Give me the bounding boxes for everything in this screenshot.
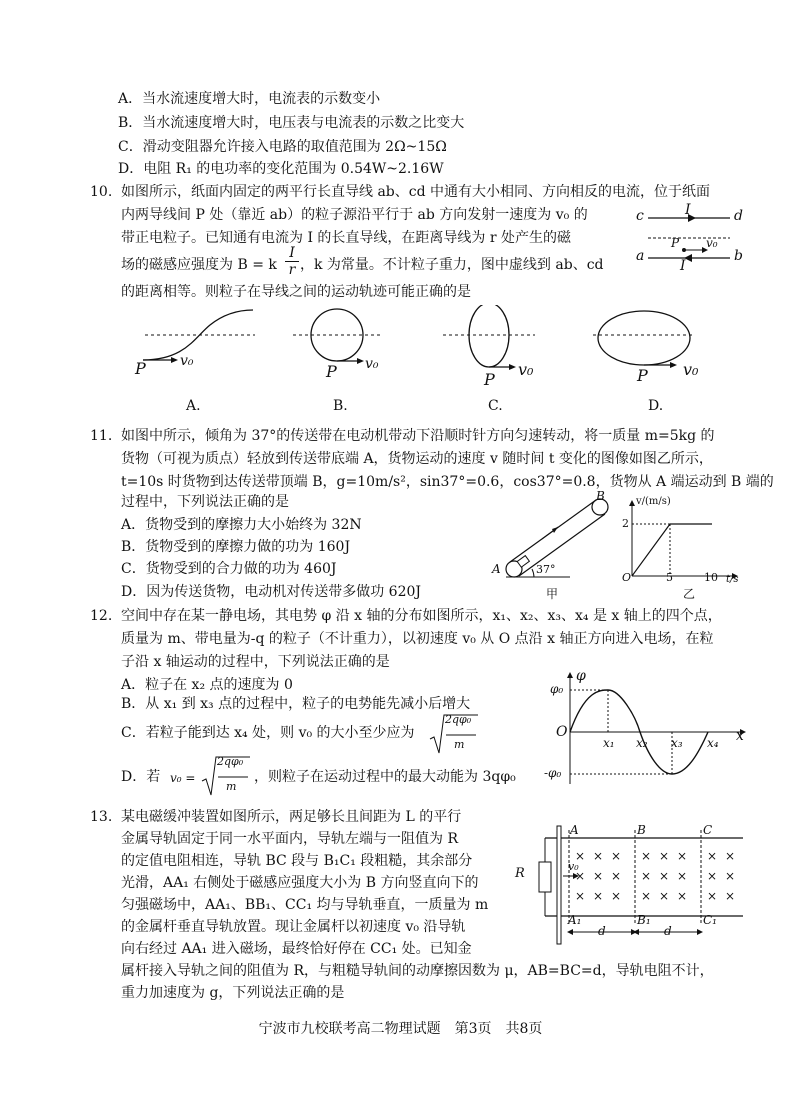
q11-graph-v-label: v/(m/s) [636,496,671,507]
svg-text:×: × [725,889,736,903]
q10c-label-p: P [484,370,495,389]
q13-text-3: 的定值电阻相连，导轨 BC 段与 B₁C₁ 段粗糙，其余部分 [121,853,473,869]
q12-potential-graph [540,670,750,790]
svg-text:×: × [611,849,622,863]
q10-label-d: d [734,208,743,224]
q13-text-2: 金属导轨固定于同一水平面内，导轨左端与一阻值为 R [121,831,458,847]
q10-text-2: 内两导线间 P 处（靠近 ab）的粒子源沿平行于 ab 方向发射一速度为 v₀ 的 [121,207,588,223]
q12-option-a: A．粒子在 x₂ 点的速度为 0 [121,677,293,693]
q10-label-i-top: I [685,202,691,218]
q13-label-b: B [637,823,646,837]
q10-label-b: b [734,248,743,264]
q9-option-d: D．电阻 R₁ 的电功率的变化范围为 0.54W~2.16W [118,161,444,177]
q12-text-1: 空间中存在某一静电场，其电势 φ 沿 x 轴的分布如图所示，x₁、x₂、x₃、x₄ 是 x 轴上的四个点， [121,608,722,624]
q11-option-d: D．因为传送货物，电动机对传送带多做功 620J [121,584,422,600]
q12-d-v0: v₀ = [170,771,196,785]
q10-label-a: a [636,248,645,264]
svg-text:×: × [707,869,718,883]
q11-option-b: B．货物受到的摩擦力做的功为 160J [121,539,351,555]
q10-frac-den: r [285,261,299,278]
q10b-label-v0: v₀ [365,356,379,372]
q10d-label-p: P [637,366,648,385]
svg-text:×: × [575,889,586,903]
q13-label-b1: B₁ [637,913,651,927]
q10-label-i-bottom: I [680,258,686,274]
q13-label-v0: v₀ [568,860,579,873]
q12-d-sqrt-den: m [226,780,237,793]
svg-text:×: × [593,889,604,903]
q10-text-4b: ，k 为常量。不计粒子重力，图中虚线到 ab、cd [300,257,604,273]
q11-text-3: t=10s 时货物到达传送带顶端 B，g=10m/s²，sin37°=0.6，cos37°=0.8，货物从 A 端运动到 B 端的 [121,474,774,490]
page-footer: 宁波市九校联考高二物理试题 第3页 共8页 [258,1021,543,1037]
q12-option-d-suffix: ，则粒子在运动过程中的最大动能为 3qφ₀ [254,769,516,785]
svg-text:×: × [659,849,670,863]
svg-text:×: × [707,849,718,863]
q10c-label-v0: v₀ [518,360,534,379]
q11-conveyor-figure [500,495,620,585]
q13-text-1: 某电磁缓冲装置如图所示，两足够长且间距为 L 的平行 [121,809,462,825]
svg-text:×: × [593,849,604,863]
svg-text:×: × [659,889,670,903]
q12-text-3: 子沿 x 轴运动的过程中，下列说法正确的是 [121,654,390,670]
q13-label-c1: C₁ [703,913,717,927]
q11-number: 11. [90,428,113,444]
svg-text:×: × [611,889,622,903]
q12-text-2: 质量为 m、带电量为-q 的粒子（不计重力），以初速度 v₀ 从 O 点沿 x 轴正方向进入电场，在粒 [121,631,714,647]
q13-text-5: 匀强磁场中，AA₁、BB₁、CC₁ 均与导轨垂直，一质量为 m [121,897,489,913]
q13-text-4: 光滑，AA₁ 右侧处于磁感应强度大小为 B 方向竖直向下的 [121,875,479,891]
q12-d-sqrt-num: 2qφ₀ [217,755,244,768]
q10d-label-v0: v₀ [683,360,699,379]
q10-option-b: B. [333,398,348,414]
q10-text-1: 如图所示，纸面内固定的两平行长直导线 ab、cd 中通有大小相同、方向相反的电流，位于纸面 [121,184,711,200]
q9-option-c: C．滑动变阻器允许接入电路的取值范围为 2Ω~15Ω [118,139,447,155]
svg-text:×: × [575,869,586,883]
svg-text:×: × [659,869,670,883]
q13-text-7: 向右经过 AA₁ 进入磁场，最终恰好停在 CC₁ 处。已知金 [121,941,472,957]
q13-text-6: 的金属杆垂直导轨放置。现让金属杆以初速度 v₀ 沿导轨 [121,919,466,935]
q13-label-c: C [703,823,713,837]
q10b-label-p: P [326,362,337,381]
q12-c-sqrt-num: 2qφ₀ [445,713,472,726]
q13-text-9: 重力加速度为 g，下列说法正确的是 [121,985,345,1001]
q10-fraction [285,245,299,278]
q12-option-c: C．若粒子能到达 x₄ 处，则 v₀ 的大小至少应为 [121,725,415,741]
q12-graph-x1: x₁ [603,736,615,750]
q10-label-v0: v₀ [706,236,718,250]
svg-text:×: × [677,869,688,883]
q13-label-a: A [570,823,579,837]
q10-frac-num: I [289,245,295,261]
q11-option-a: A．货物受到的摩擦力大小始终为 32N [121,517,362,533]
q11-graph-v2: 2 [622,517,629,530]
q10-text-4a: 场的磁感应强度为 B = k [121,257,277,273]
q11-label-angle: 37° [536,563,556,576]
q11-label-jia: 甲 [546,587,559,601]
q12-option-b: B．从 x₁ 到 x₃ 点的过程中，粒子的电势能先减小后增大 [121,696,471,712]
svg-text:×: × [677,889,688,903]
q13-rail-figure [505,820,750,950]
q10a-label-p: P [135,359,146,378]
q11-text-2: 货物（可视为质点）轻放到传送带底端 A，货物运动的速度 v 随时间 t 变化的图像如图乙所示， [121,451,713,467]
q11-label-yi: 乙 [683,587,696,601]
q10-option-d: D. [648,398,664,414]
q12-graph-mphi0: -φ₀ [544,766,562,780]
svg-text:×: × [725,869,736,883]
svg-text:×: × [641,889,652,903]
q9-option-b: B．当水流速度增大时，电压表与电流表的示数之比变大 [118,115,465,131]
q10-number: 10. [90,184,113,200]
q11-text-1: 如图中所示，倾角为 37°的传送带在电动机带动下沿顺时针方向匀速转动，将一质量 m=5kg 的 [121,428,715,444]
q10-option-a: A. [186,398,201,414]
q11-graph-t10: 10 [704,571,718,584]
q11-graph-origin: O [622,571,632,584]
q11-graph-t-label: t/s [726,574,739,585]
svg-text:×: × [593,869,604,883]
q11-text-4: 过程中，下列说法正确的是 [121,494,289,510]
svg-text:×: × [641,869,652,883]
q11-label-a: A [492,562,501,576]
q10-label-c: c [636,208,644,224]
svg-text:×: × [611,869,622,883]
q13-label-r: R [515,866,525,881]
q12-c-sqrt-den: m [454,738,465,751]
q13-label-a1: A₁ [568,913,582,927]
q11-graph-t5: 5 [666,571,673,584]
q13-label-d1: d [598,924,606,938]
q13-text-8: 属杆接入导轨之间的阻值为 R，与粗糙导轨间的动摩擦因数为 μ，AB=BC=d，导轨电阻不计， [121,963,714,979]
q13-label-d2: d [664,924,672,938]
q12-graph-x3: x₃ [671,736,683,750]
q12-graph-o: O [556,724,568,740]
q10-text-3: 带正电粒子。已知通有电流为 I 的长直导线，在距离导线为 r 处产生的磁 [121,230,572,246]
q11-label-b: B [596,489,605,503]
q11-vt-graph [620,500,740,585]
q10-label-p: P [671,236,680,250]
q12-graph-phi: φ [576,668,586,684]
q12-graph-x2: x₂ [636,736,648,750]
q12-graph-x: x [736,728,744,744]
q11-option-c: C．货物受到的合力做的功为 460J [121,561,337,577]
q10-trajectory-figures [125,305,745,400]
q10-text-5: 的距离相等。则粒子在导线之间的运动轨迹可能正确的是 [121,284,471,300]
q12-graph-x4: x₄ [707,736,719,750]
q10a-label-v0: v₀ [180,353,194,369]
q12-number: 12. [90,608,113,624]
q10-option-c: C. [488,398,503,414]
q13-number: 13. [90,809,113,825]
svg-text:×: × [725,849,736,863]
svg-text:×: × [641,849,652,863]
q12-option-d-prefix: D．若 [121,769,161,785]
q9-option-a: A．当水流速度增大时，电流表的示数变小 [118,91,381,107]
svg-text:×: × [707,889,718,903]
q12-graph-phi0: φ₀ [550,682,564,696]
svg-text:×: × [575,849,586,863]
svg-text:×: × [677,849,688,863]
